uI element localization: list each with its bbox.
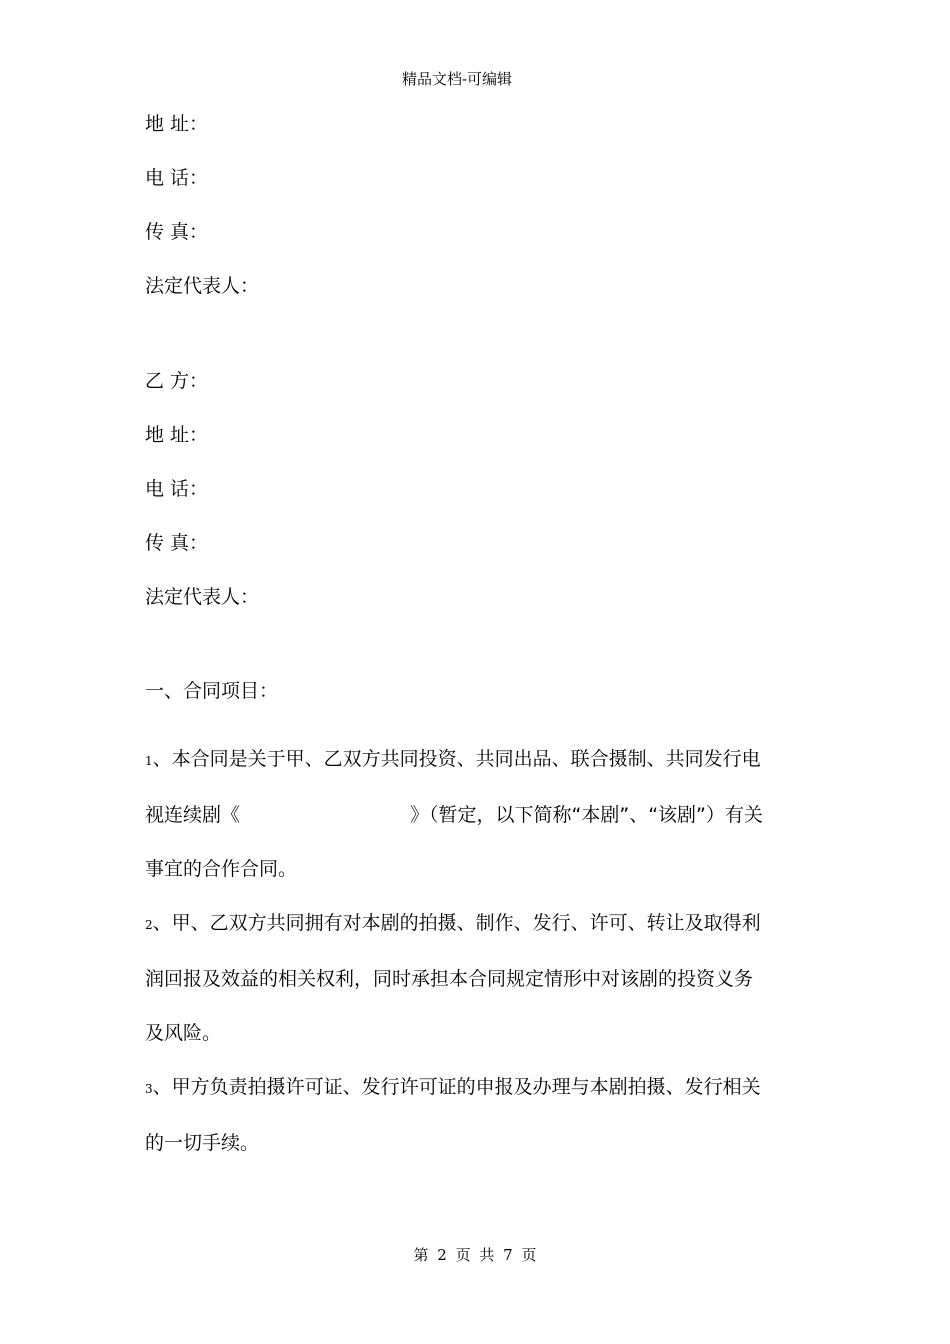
page-footer: 第 2 页 共 7 页 [413, 1246, 537, 1264]
party-a-block [145, 111, 810, 300]
document-body [145, 111, 810, 1170]
list-item [145, 896, 810, 1060]
party-a-address-label: 地 址： [145, 113, 209, 135]
section-title: 一、合同项目： [145, 680, 279, 702]
item-text: 视连续剧《 [145, 804, 241, 826]
page-header: 精品文档-可编辑 [401, 70, 513, 88]
list-item [145, 732, 810, 896]
section-items [145, 732, 810, 1170]
party-b-rep-label: 法定代表人： [145, 586, 260, 608]
item-text: 润回报及效益的相关权利，同时承担本合同规定情形中对该剧的投资义务 [145, 968, 754, 990]
item-text: 及风险。 [145, 1022, 222, 1044]
party-b-block [145, 368, 810, 611]
party-b-fax-label: 传 真： [145, 532, 209, 554]
item-text: 的一切手续。 [145, 1132, 260, 1154]
party-b-address-label: 地 址： [145, 424, 209, 446]
party-a-phone-label: 电 话： [145, 167, 209, 189]
item-text: 、甲方负责拍摄许可证、发行许可证的申报及办理与本剧拍摄、发行相关 [152, 1076, 761, 1098]
party-b-phone-label: 电 话： [145, 478, 209, 500]
item-number: 3 [145, 1082, 153, 1096]
item-text: 、甲、乙双方共同拥有对本剧的拍摄、制作、发行、许可、转让及取得利 [152, 912, 761, 934]
item-text: 、本合同是关于甲、乙双方共同投资、共同出品、联合摄制、共同发行电 [152, 748, 761, 770]
item-text: 》（暂定，以下简称“本剧”、“该剧”）有关 [410, 804, 763, 826]
party-a-fax-label: 传 真： [145, 221, 209, 243]
party-a-rep-label: 法定代表人： [145, 275, 260, 297]
item-number: 2 [145, 918, 153, 932]
list-item [145, 1060, 810, 1170]
party-b-name-label: 乙 方： [145, 370, 209, 392]
item-text: 事宜的合作合同。 [145, 858, 298, 880]
item-number: 1 [145, 754, 153, 768]
